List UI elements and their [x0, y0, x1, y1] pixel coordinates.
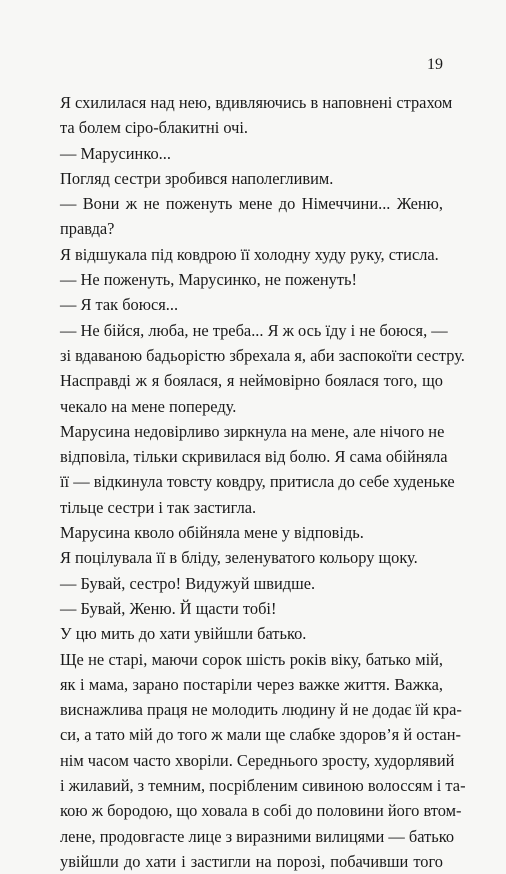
text-line: тільце сестри і так застигла. [60, 497, 257, 517]
text-line: правда? [60, 219, 115, 239]
text-line: Я схилилася над нею, вдивляючись в наповнені страхом [60, 93, 453, 112]
text-line: Погляд сестри зробився наполегливим. [60, 168, 334, 188]
text-line: У цю мить до хати увійшли батько. [60, 624, 307, 644]
text-line: — Не бійся, люба, не треба... Я ж ось їду і не боюся, — [60, 320, 448, 340]
text-line: — Не поженуть, Марусинко, не поженуть! [60, 270, 357, 290]
text-line: її — відкинула товсту ковдру, притисла до себе худеньке [60, 472, 455, 492]
text-line: і жилавий, з темним, посрібленим сивиною волоссям і та- [60, 776, 466, 796]
text-line: — Бувай, Женю. Й щасти тобі! [60, 598, 277, 618]
text-line: та болем сіро-блакитні очі. [60, 118, 249, 138]
text-line: Ще не старі, маючи сорок шість років віку, батько мій, [60, 649, 443, 669]
text-line: — Марусинко... [60, 143, 171, 163]
body-text [60, 90, 466, 874]
text-line: відповіла, тільки скривилася від болю. Я сама обійняла [60, 447, 448, 467]
text-line: Насправді ж я боялася, я неймовірно боялася того, що [60, 371, 443, 391]
text-line: лене, продовгасте лице з виразними вилицями — батько [60, 826, 455, 846]
text-line: си, а тато мій до того ж мали ще слабке здоров’я й остан- [60, 725, 461, 745]
text-line: Я поцілувала її в бліду, зеленуватого кольору щоку. [60, 548, 418, 568]
text-line: зі вдаваною бадьорістю збрехала я, аби заспокоїти сестру. [60, 345, 465, 365]
text-line: увійшли до хати і застигли на порозі, побачивши того [60, 851, 443, 871]
text-line: Марусина недовірливо зиркнула на мене, але нічого не [60, 421, 445, 441]
text-line: — Я так боюся... [60, 295, 179, 315]
text-line: — Вони ж не поженуть мене до Німеччини... Женю, [60, 194, 443, 214]
text-line: Марусина кволо обійняла мене у відповідь. [60, 523, 364, 543]
text-line: як і мама, зарано постаріли через важке життя. Важка, [60, 674, 443, 694]
text-line: кою ж бородою, що ховала в собі до половини його втом- [60, 801, 462, 821]
text-line: чекало на мене попереду. [60, 396, 237, 416]
text-line: — Бувай, сестро! Видужуй швидше. [60, 573, 316, 593]
text-line: виснажлива праця не молодить людину й не додає їй кра- [60, 700, 462, 720]
page-number: 19 [427, 56, 443, 73]
text-line: нім часом часто хворіли. Середнього зросту, худорлявий [60, 750, 455, 770]
text-line: Я відшукала під ковдрою її холодну худу руку, стисла. [60, 244, 439, 264]
